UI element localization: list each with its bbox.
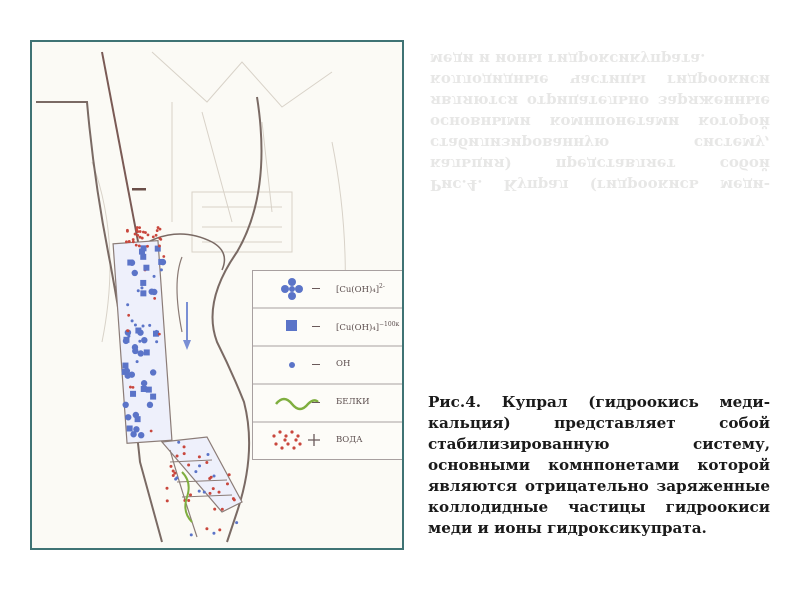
particle-cuoh4 <box>125 372 131 378</box>
particle-water <box>146 245 149 248</box>
particle-apex <box>210 476 213 479</box>
legend-dot-icon <box>289 362 295 368</box>
particle-apex <box>203 491 206 494</box>
particle-apex <box>173 472 176 475</box>
particle-apex <box>205 527 208 530</box>
particle-colloid <box>143 265 149 271</box>
particle-apex <box>218 491 221 494</box>
particle-colloid <box>130 391 136 397</box>
particle-cuoh4 <box>138 432 144 438</box>
particle-cuoh4 <box>150 369 156 375</box>
legend-grid <box>252 270 404 460</box>
particle-water <box>136 234 139 237</box>
particle-cuoh4 <box>125 414 131 420</box>
particle-water <box>135 229 138 232</box>
legend-label-cuoh4: $[Cu(OH)_4]^{2-}$ <box>336 283 385 295</box>
particle-oh <box>126 303 129 306</box>
legend-label-cuoh4-colloid: $[Cu(OH)_4]^{-100к}$ <box>336 321 400 333</box>
particle-apex <box>226 482 229 485</box>
particle-apex <box>205 461 208 464</box>
particle-oh <box>160 268 163 271</box>
particle-cuoh4 <box>122 402 128 408</box>
particle-cuoh4 <box>151 289 157 295</box>
particle-apex <box>176 454 179 457</box>
particle-cuoh4 <box>132 344 138 350</box>
particle-water <box>155 234 158 237</box>
particle-water <box>128 240 131 243</box>
legend-square-icon <box>286 320 297 331</box>
particle-water <box>136 226 139 229</box>
particle-apex <box>206 453 209 456</box>
legend-label-water: ВОДА <box>336 435 363 445</box>
particle-water <box>138 226 141 229</box>
particle-water <box>159 238 162 241</box>
particle-oh <box>138 340 141 343</box>
particle-cuoh4 <box>132 270 138 276</box>
canal-wall-inner2 <box>177 257 182 332</box>
particle-apex <box>212 532 215 535</box>
particle-apex <box>194 470 197 473</box>
particle-cuoh4 <box>147 402 153 408</box>
particle-apex <box>183 445 186 448</box>
particle-water <box>139 230 142 233</box>
particle-water <box>158 245 161 248</box>
particle-apex <box>212 487 215 490</box>
figure-caption: Рис.4. Купрал (гидроокись меди-кальция) представляет собой стабилизированную систему, основными комнпонетами которой являются отрицательно заряженные коллодидные частицы гидроокиси меди и ионы гидроксикупрата. <box>428 393 770 537</box>
particle-colloid <box>144 349 150 355</box>
particle-oh <box>155 340 158 343</box>
particle-oh <box>136 360 139 363</box>
particle-oh <box>153 275 156 278</box>
particle-water <box>156 229 159 232</box>
particle-water <box>127 314 130 317</box>
particle-water <box>153 297 156 300</box>
particle-colloid <box>122 363 128 369</box>
particle-colloid <box>140 254 146 260</box>
particle-oh <box>140 286 143 289</box>
particle-water <box>144 231 147 234</box>
particle-cuoh4 <box>129 260 135 266</box>
particle-colloid <box>146 387 152 393</box>
canal-wall-left <box>102 52 140 252</box>
particle-water <box>126 329 129 332</box>
particle-water <box>125 240 128 243</box>
particle-colloid <box>135 328 141 334</box>
minus-sign <box>132 188 146 191</box>
particle-water <box>150 430 153 433</box>
particle-water <box>135 244 138 247</box>
particle-oh <box>137 289 140 292</box>
particle-apex <box>187 499 190 502</box>
particle-colloid <box>141 245 147 251</box>
particle-colloid <box>127 425 133 431</box>
particle-apex <box>166 487 169 490</box>
particle-apex <box>221 508 224 511</box>
particle-apex <box>190 533 193 536</box>
particle-water <box>126 230 129 233</box>
particle-colloid <box>140 290 146 296</box>
particle-water <box>162 255 165 258</box>
particle-cuoh4 <box>160 259 166 265</box>
particle-apex <box>166 499 169 502</box>
particle-water <box>152 235 155 238</box>
legend <box>252 270 404 460</box>
particle-apex <box>208 492 211 495</box>
particle-water <box>158 333 161 336</box>
particle-apex <box>169 465 172 468</box>
particle-oh <box>131 319 134 322</box>
particle-colloid <box>140 280 146 286</box>
particle-apex <box>228 473 231 476</box>
figure-frame <box>30 40 404 550</box>
particle-cuoh4 <box>141 380 147 386</box>
particle-oh <box>134 324 137 327</box>
particle-oh <box>148 324 151 327</box>
particle-apex <box>177 441 180 444</box>
particle-water <box>134 233 137 236</box>
particle-colloid <box>123 337 129 343</box>
particle-apex <box>218 528 221 531</box>
particle-water <box>147 234 150 237</box>
particle-apex <box>213 474 216 477</box>
particle-apex <box>175 476 178 479</box>
particle-apex <box>198 464 201 467</box>
legend-label-proteins: БЕЛКИ <box>336 397 370 407</box>
particle-colloid <box>150 394 156 400</box>
particle-apex <box>235 521 238 524</box>
particle-apex <box>198 455 201 458</box>
particle-cuoh4 <box>138 350 144 356</box>
particle-oh <box>142 324 145 327</box>
particle-oh <box>155 330 158 333</box>
particle-colloid <box>135 416 141 422</box>
particle-apex <box>189 493 192 496</box>
particle-apex <box>183 452 186 455</box>
particle-apex <box>198 490 201 493</box>
particle-water <box>138 245 141 248</box>
particle-water <box>157 226 160 229</box>
particle-apex <box>213 508 216 511</box>
particle-water <box>132 238 135 241</box>
particle-apex <box>187 464 190 467</box>
particle-cuoh4 <box>133 426 139 432</box>
particle-water <box>132 386 135 389</box>
bleed-through-text: Рис.4. Купрал (гидроокись меди-кальция) представляет собой стабилизированную систему, основными комнпонетами которой являются отрицательно заряженные коллодидные частицы гидроокиси меди и ионы гидроксикупрата. <box>430 50 770 194</box>
particle-water <box>141 237 144 240</box>
particle-apex <box>232 497 235 500</box>
legend-label-oh: OH <box>336 359 351 369</box>
particle-water <box>129 386 132 389</box>
particle-cuoh4 <box>141 337 147 343</box>
